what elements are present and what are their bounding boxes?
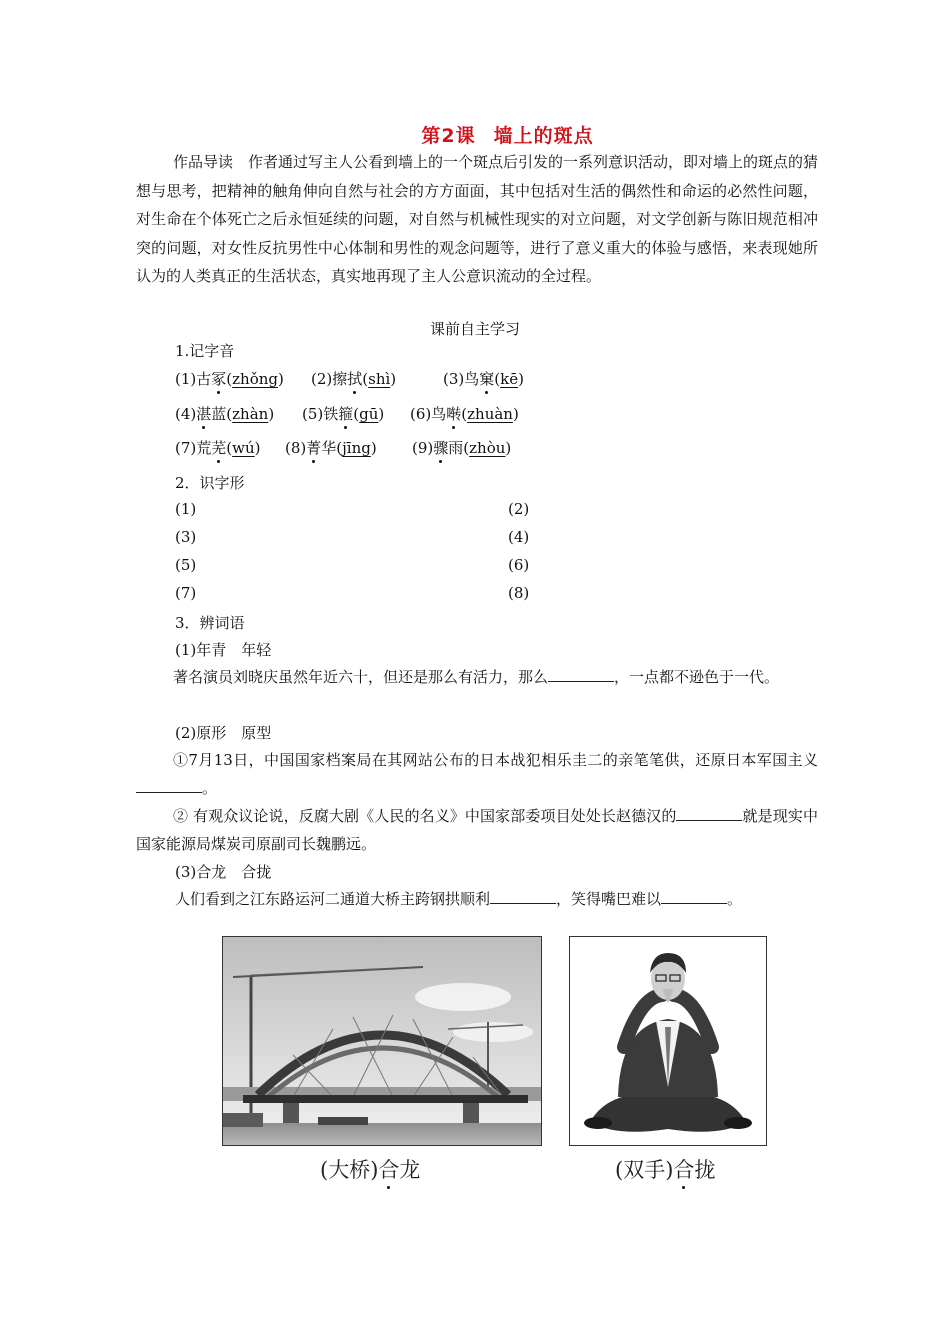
- q1-row-2: [175, 403, 519, 424]
- answer-blank[interactable]: [676, 808, 742, 821]
- q1-item-3: (3)鸟窠(kē): [443, 370, 524, 388]
- lesson-number: 第2课: [421, 125, 476, 147]
- q2-item-3: (3): [175, 528, 197, 546]
- lesson-name: 墙上的斑点: [493, 125, 594, 147]
- q3-group2-sentence-1: ①7月13日，中国国家档案局在其网站公布的日本战犯相乐圭二的亲笔笔供，还原日本军国主义。: [136, 746, 818, 802]
- q2-item-4: (4): [508, 528, 530, 546]
- q1-item-2: (2)擦拭(shì): [311, 370, 397, 388]
- q3-group3-label: (3)合龙 合拢: [175, 863, 272, 881]
- q3-group2-sentence-2: ② 有观众议论说，反腐大剧《人民的名义》中国家部委项目处处长赵德汉的 就是现实中国家能源局煤炭司原副司长魏鹏远。: [136, 807, 818, 853]
- section-heading: 课前自主学习: [429, 320, 520, 338]
- answer-blank[interactable]: [490, 891, 556, 904]
- q2-item-5: (5): [175, 556, 197, 574]
- q1-heading: 1.记字音: [175, 342, 235, 360]
- answer-blank[interactable]: [661, 891, 727, 904]
- q2-heading: 2．识字形: [175, 474, 245, 492]
- q2-item-1: (1): [175, 500, 197, 518]
- answer-blank[interactable]: [548, 669, 614, 682]
- q3-heading: 3．辨词语: [175, 614, 245, 632]
- answer-blank[interactable]: [136, 780, 202, 793]
- q1-item-6: (6)鸟啭(zhuàn): [410, 405, 519, 423]
- q3-group1-sentence: 著名演员刘晓庆虽然年近六十，但还是那么有活力，那么 ，一点都不逊色于一代。: [173, 668, 780, 686]
- q1-item-7: (7)荒芜(wú): [175, 439, 261, 457]
- bridge-caption: (大桥)合龙: [320, 1154, 420, 1184]
- q2-item-8: (8): [508, 584, 530, 602]
- q2-item-6: (6): [508, 556, 530, 574]
- q2-item-7: (7): [175, 584, 197, 602]
- man-photo: [569, 936, 767, 1146]
- q2-item-2: (2): [508, 500, 530, 518]
- q1-item-9: (9)骤雨(zhòu): [412, 439, 512, 457]
- q1-item-4: (4)湛蓝(zhàn): [175, 405, 275, 423]
- hands-caption: (双手)合拢: [615, 1154, 715, 1184]
- illustration-figure: [203, 922, 785, 1200]
- intro-paragraph: 作品导读 作者通过写主人公看到墙上的一个斑点后引发的一系列意识活动，即对墙上的斑点的猜想与思考，把精神的触角伸向自然与社会的方方面面，其中包括对生活的偶然性和命运的必然性问题，对生命在个体死亡之后永恒延续的问题，对自然与机械性现实的对立问题，对文学创新与陈旧规范相冲突的问题，对女性反抗男性中心体制和男性的观念问题等，进行了意义重大的体验与感悟，来表现她所认为的人类真正的生活状态，真实地再现了主人公意识流动的全过程。: [136, 153, 819, 285]
- lesson-title: [0, 121, 950, 148]
- q1-item-8: (8)菁华(jīng): [285, 439, 377, 457]
- q3-group3-sentence: 人们看到之江东路运河二通道大桥主跨钢拱顺利 ，笑得嘴巴难以 。: [175, 890, 743, 908]
- q1-item-1: (1)古冢(zhǒng): [175, 370, 284, 388]
- bridge-photo: [222, 936, 542, 1146]
- q3-group1-label: (1)年青 年轻: [175, 641, 272, 659]
- q1-row-3: [175, 437, 511, 458]
- q3-group2-label: (2)原形 原型: [175, 724, 272, 742]
- q1-row-1: [175, 368, 524, 389]
- q1-item-5: (5)铁箍(gū): [302, 405, 385, 423]
